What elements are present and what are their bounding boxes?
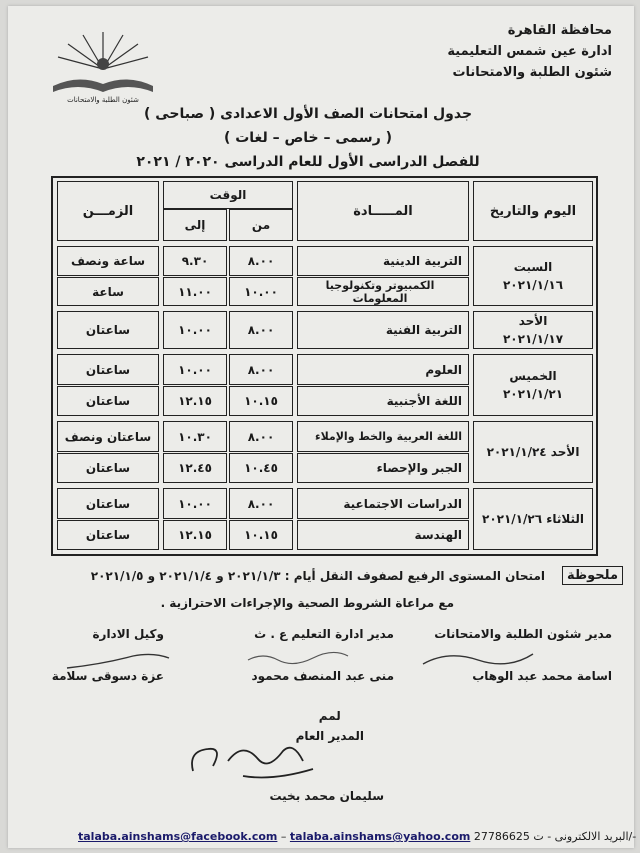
duration-cell: ساعة ونصف: [57, 246, 159, 276]
from-cell: ١٠.٠٠: [229, 277, 293, 306]
day-date: ٢٠٢١/١/١٦: [502, 278, 564, 292]
from-cell: ٨.٠٠: [229, 311, 293, 349]
subject-cell: العلوم: [297, 354, 469, 385]
note-label: ملحوظة: [562, 566, 623, 585]
duration-cell: ساعتان ونصف: [57, 421, 159, 452]
email-link[interactable]: talaba.ainshams@yahoo.com: [289, 830, 471, 843]
header-block: [447, 20, 612, 83]
day-cell-3: [473, 354, 593, 416]
exam-schedule-table: [51, 176, 598, 556]
header-day-date: اليوم والتاريخ: [473, 181, 593, 241]
note-text-2: مع مراعاة الشروط الصحية والإجراءات الاحترازية .: [160, 596, 454, 610]
day-name: الأحد: [518, 314, 548, 328]
header-to: إلى: [163, 209, 227, 241]
day-date: ٢٠٢١/١/١٧: [502, 332, 564, 346]
subject-cell: الجبر والإحصاء: [297, 453, 469, 483]
from-cell: ١٠.٤٥: [229, 453, 293, 483]
to-cell: ١٢.٤٥: [163, 453, 227, 483]
day-name: السبت: [513, 260, 553, 274]
day-cell-2: [473, 311, 593, 349]
duration-cell: ساعة: [57, 277, 159, 306]
header-from: من: [229, 209, 293, 241]
to-cell: ١٠.٠٠: [163, 488, 227, 519]
subject-cell: اللغة الأجنبية: [297, 386, 469, 416]
subject-cell: الكمبيوتر وتكنولوجيا المعلومات: [297, 277, 469, 306]
phone-number: ت 27786625/-: [473, 830, 637, 843]
signature-scribble-4: [183, 731, 323, 786]
day-name: الخميس: [509, 369, 557, 383]
day-cell-5: الثلاثاء ٢٠٢١/١/٢٦: [473, 488, 593, 550]
email-label: البريد الالكترونى -: [547, 830, 629, 843]
signature-prefix: لمم: [318, 709, 341, 723]
titles-block: [98, 102, 518, 174]
signature-scribble-1: [418, 646, 538, 670]
department-logo: [38, 24, 168, 104]
signature-title: مدير ادارة التعليم ع . ث: [254, 627, 394, 641]
governorate-name: محافظة القاهرة: [507, 23, 612, 38]
duration-cell: ساعتان: [57, 311, 159, 349]
footer-contacts: talaba.ainshams@facebook.com – talaba.ainshams@yahoo.com البريد الالكترونى - ت 27786625/-: [78, 830, 637, 843]
facebook-link[interactable]: talaba.ainshams@facebook.com: [78, 830, 278, 843]
signature-title: مدير شئون الطلبة والامتحانات: [434, 627, 612, 641]
header-duration: الزمـــن: [57, 181, 159, 241]
subject-cell: التربية الدينية: [297, 246, 469, 276]
document-page: [8, 6, 637, 848]
from-cell: ٨.٠٠: [229, 354, 293, 385]
to-cell: ١٠.٠٠: [163, 354, 227, 385]
signature-scribble-2: [243, 646, 353, 668]
subject-cell: التربية الفنية: [297, 311, 469, 349]
signature-name: منى عبد المنصف محمود: [251, 669, 394, 683]
from-cell: ٨.٠٠: [229, 421, 293, 452]
subject-cell: الهندسة: [297, 520, 469, 550]
duration-cell: ساعتان: [57, 520, 159, 550]
signature-scribble-3: [63, 646, 173, 672]
signature-name-4: سليمان محمد بخيت: [269, 789, 384, 803]
to-cell: ١٠.٠٠: [163, 311, 227, 349]
duration-cell: ساعتان: [57, 386, 159, 416]
duration-cell: ساعتان: [57, 453, 159, 483]
header-subject: المـــــادة: [297, 181, 469, 241]
title-line-3: للفصل الدراسى الأول للعام الدراسى ٢٠٢٠ / ٢٠٢١: [136, 154, 480, 170]
duration-cell: ساعتان: [57, 488, 159, 519]
logo-caption: شئون الطلبة والامتحانات: [67, 96, 139, 104]
note-block: [48, 566, 623, 588]
duration-cell: ساعتان: [57, 354, 159, 385]
from-cell: ٨.٠٠: [229, 246, 293, 276]
title-line-1: جدول امتحانات الصف الأول الاعدادى ( صباحى ): [143, 106, 473, 122]
signature-title: وكيل الادارة: [92, 627, 164, 641]
day-cell-4: الأحد ٢٠٢١/١/٢٤: [473, 421, 593, 483]
to-cell: ١١.٠٠: [163, 277, 227, 306]
signature-name: اسامة محمد عبد الوهاب: [472, 669, 612, 683]
day-cell-1: [473, 246, 593, 306]
to-cell: ٩.٣٠: [163, 246, 227, 276]
header-time: الوقت: [163, 181, 293, 209]
department-name: شئون الطلبة والامتحانات: [452, 65, 612, 80]
signature-name: عزة دسوقى سلامة: [51, 669, 164, 683]
from-cell: ١٠.١٥: [229, 520, 293, 550]
from-cell: ١٠.١٥: [229, 386, 293, 416]
from-cell: ٨.٠٠: [229, 488, 293, 519]
administration-name: ادارة عين شمس التعليمية: [447, 44, 612, 59]
to-cell: ١٢.١٥: [163, 386, 227, 416]
to-cell: ١٠.٣٠: [163, 421, 227, 452]
signature-title: المدير العام: [295, 729, 364, 743]
note-text: امتحان المستوى الرفيع لصفوف النقل أيام : ٢٠٢١/١/٣ و ٢٠٢١/١/٤ و ٢٠٢١/١/٥: [90, 569, 545, 583]
day-date: ٢٠٢١/١/٢١: [502, 387, 564, 401]
to-cell: ١٢.١٥: [163, 520, 227, 550]
title-line-2: ( رسمى – خاص – لغات ): [223, 130, 393, 146]
subject-cell: اللغة العربية والخط والإملاء: [297, 421, 469, 452]
subject-cell: الدراسات الاجتماعية: [297, 488, 469, 519]
